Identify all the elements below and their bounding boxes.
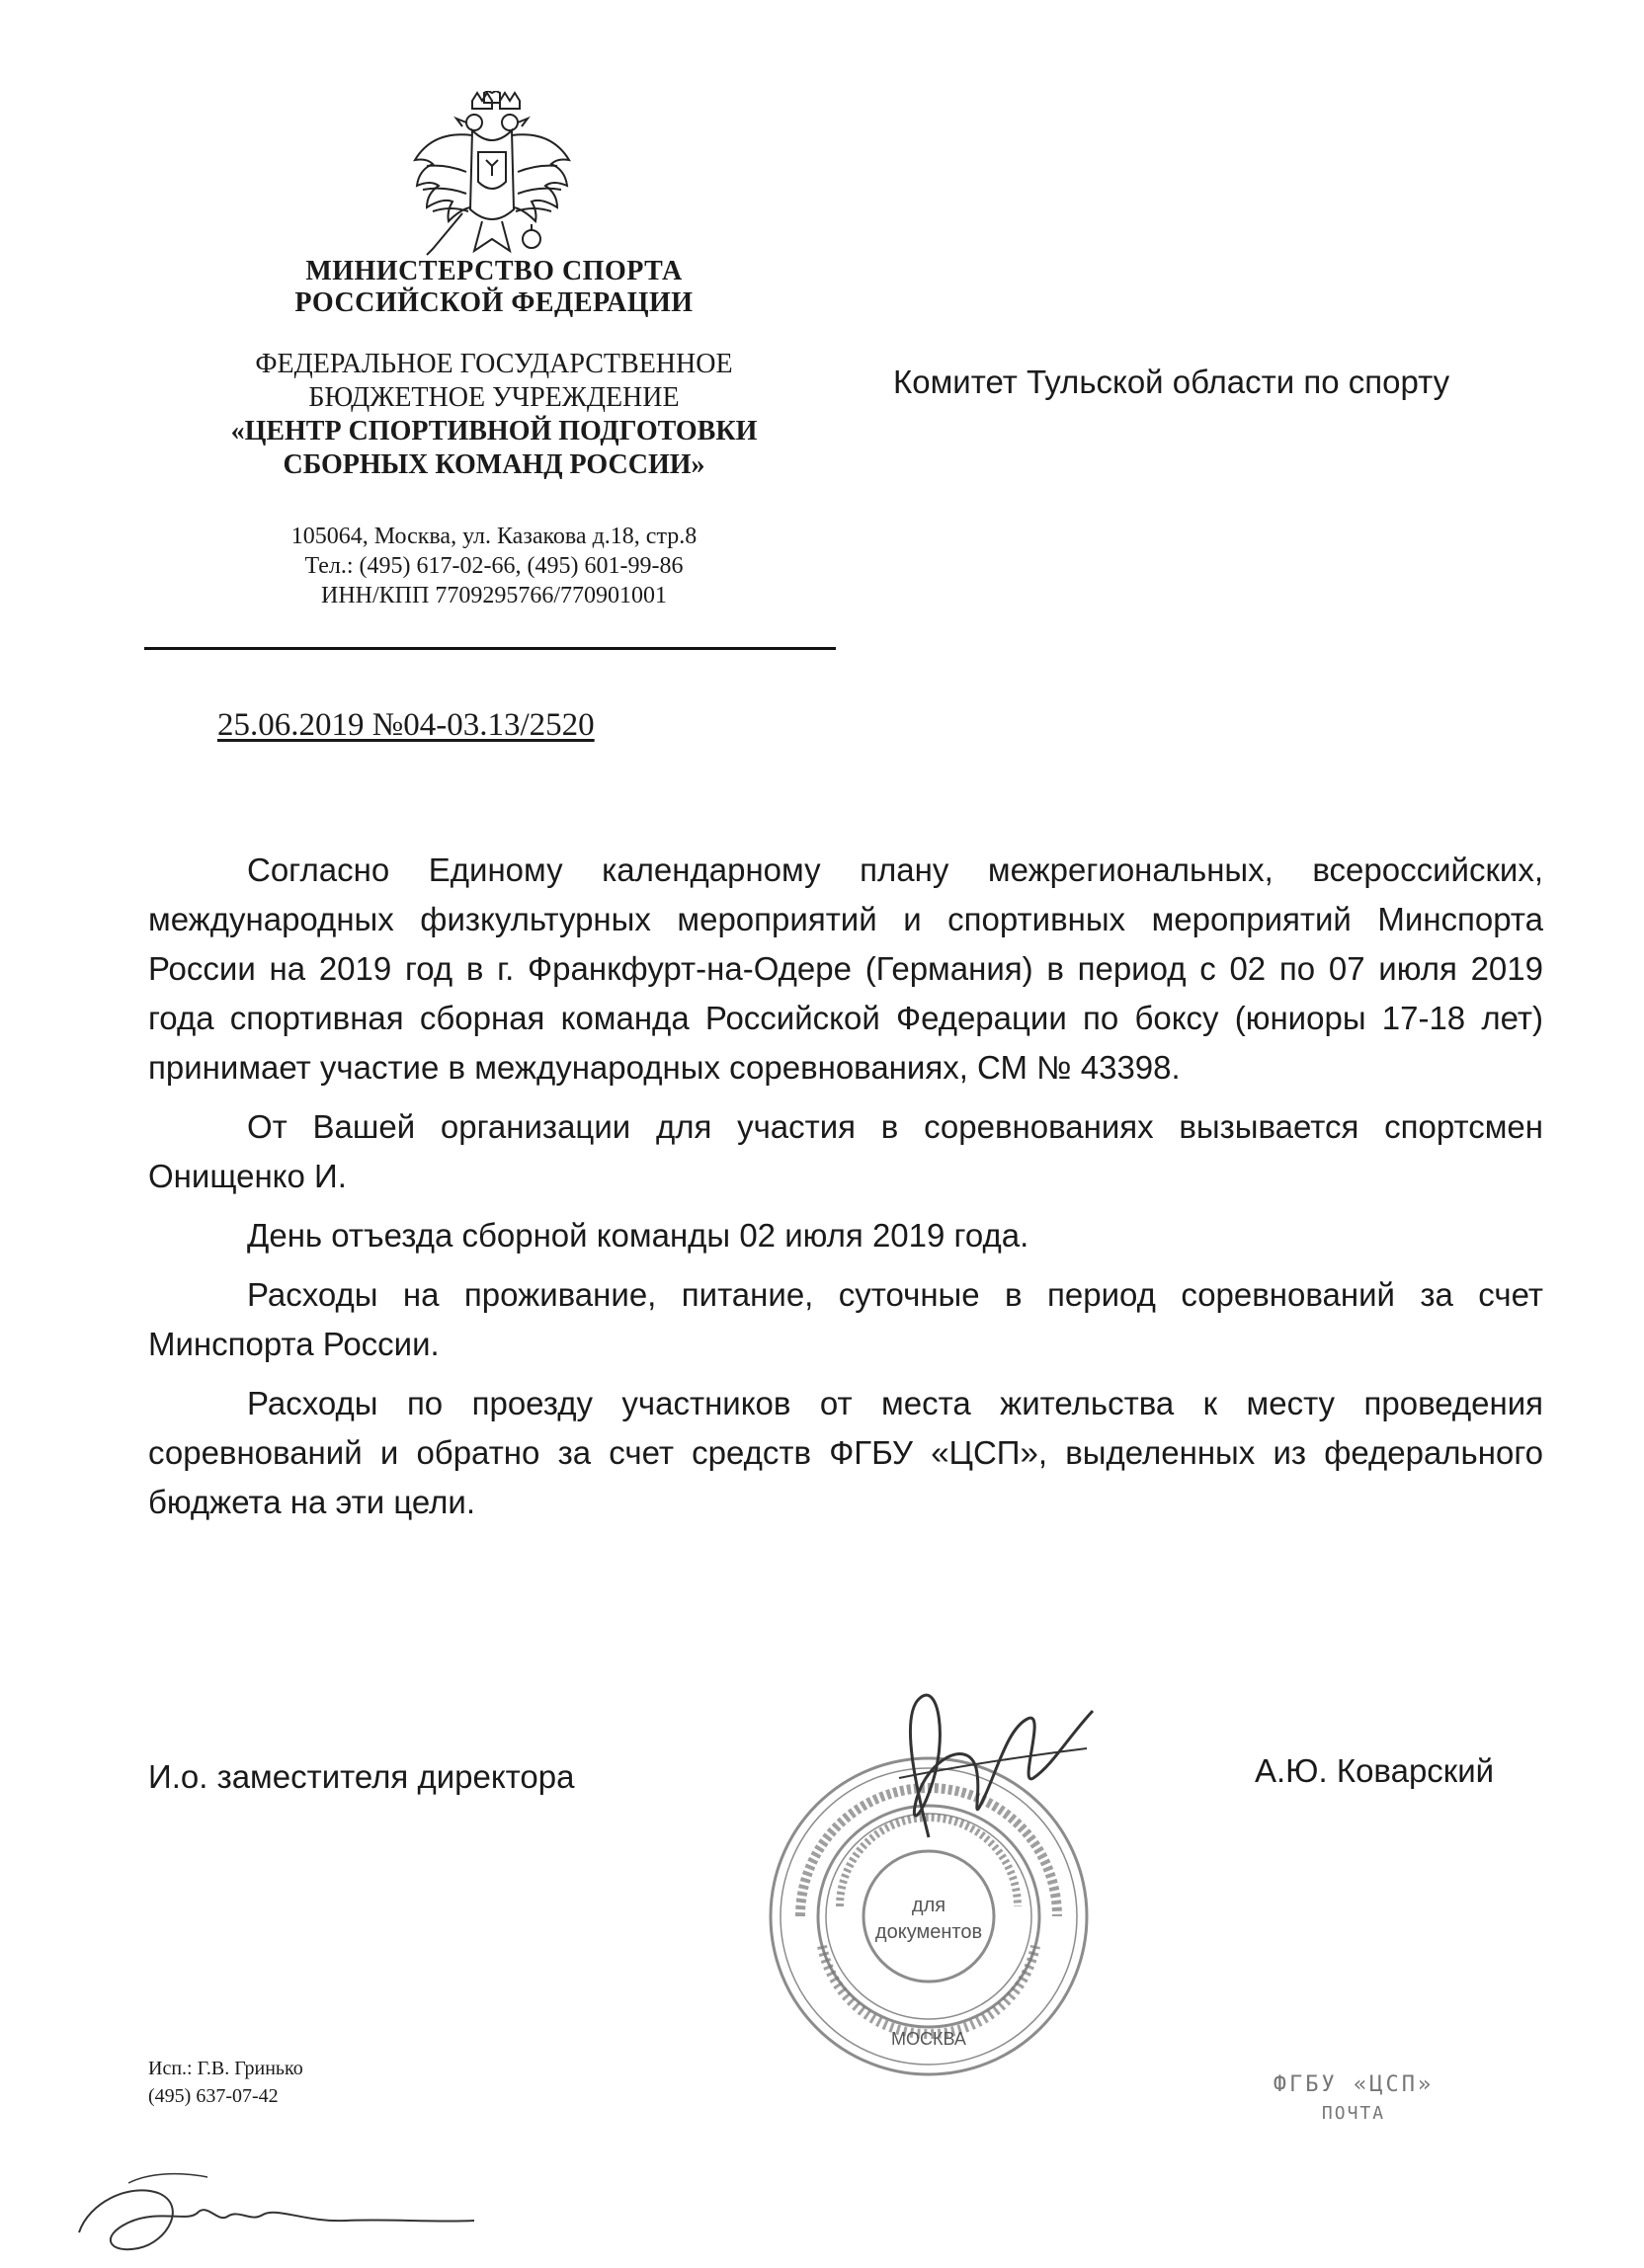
ministry-name-line1: МИНИСТЕРСТВО СПОРТА (305, 256, 683, 286)
institution-line3: «ЦЕНТР СПОРТИВНОЙ ПОДГОТОВКИ (230, 416, 758, 446)
initials-scribble (69, 2153, 484, 2262)
handwritten-signature (860, 1679, 1097, 1877)
executor-name: Исп.: Г.В. Гринько (148, 2058, 303, 2079)
header-divider (144, 647, 836, 650)
inn-kpp: ИНН/КПП 7709295766/770901001 (320, 583, 667, 608)
seal-center-line1: для (911, 1895, 946, 1916)
paragraph-5: Расходы по проезду участников от места жительства к месту проведения соревнований и обратно за счет средств ФГБУ «ЦСП», выделенных из федерального бюджета на эти цели. (148, 1385, 1543, 1520)
ministry-name-line2: РОССИЙСКОЙ ФЕДЕРАЦИИ (294, 287, 694, 318)
paragraph-1: Согласно Единому календарному плану межрегиональных, всероссийских, международных физкультурных мероприятий и спортивных мероприятий Минспорта России на 2019 год в г. Франкфурт-на-Одере (Германия) в период с 02 по 07 июля 2019 года спортивная сборная команда Российской Федерации по боксу (юниоры 17-18 лет) принимает участие в международных соревнованиях, СМ № 43398. (148, 851, 1543, 1086)
address: 105064, Москва, ул. Казакова д.18, стр.8 (290, 524, 698, 549)
letter-body (148, 846, 1543, 1537)
paragraph-4: Расходы на проживание, питание, суточные в период соревнований за счет Минспорта России. (148, 1276, 1543, 1362)
post-stamp-line1: ФГБУ «ЦСП» (1273, 2072, 1435, 2097)
signer-name: А.Ю. Коварский (1255, 1752, 1495, 1789)
coat-of-arms-emblem (403, 91, 581, 269)
executor-phone: (495) 637-07-42 (148, 2085, 279, 2107)
registration-text: 25.06.2019 №04-03.13/2520 (217, 707, 595, 743)
signer-title: И.о. заместителя директора (148, 1758, 575, 1795)
recipient: Комитет Тульской области по спорту (893, 364, 1450, 400)
paragraph-2: От Вашей организации для участия в соревнованиях вызывается спортсмен Онищенко И. (148, 1108, 1543, 1194)
seal-bottom-city: МОСКВА (891, 2029, 966, 2049)
paragraph-3: День отъезда сборной команды 02 июля 2019 года. (247, 1217, 1029, 1254)
institution-line1: ФЕДЕРАЛЬНОЕ ГОСУДАРСТВЕННОЕ (255, 349, 733, 379)
institution-line4: СБОРНЫХ КОМАНД РОССИИ» (283, 449, 705, 480)
phone: Тел.: (495) 617-02-66, (495) 601-99-86 (304, 553, 684, 579)
post-stamp-line2: ПОЧТА (1321, 2103, 1386, 2124)
institution-line2: БЮДЖЕТНОЕ УЧРЕЖДЕНИЕ (308, 382, 680, 413)
seal-center-line2: документов (874, 1921, 983, 1943)
executor-info (148, 2055, 303, 2110)
registration-number (217, 707, 595, 744)
post-stamp (1235, 2072, 1472, 2124)
